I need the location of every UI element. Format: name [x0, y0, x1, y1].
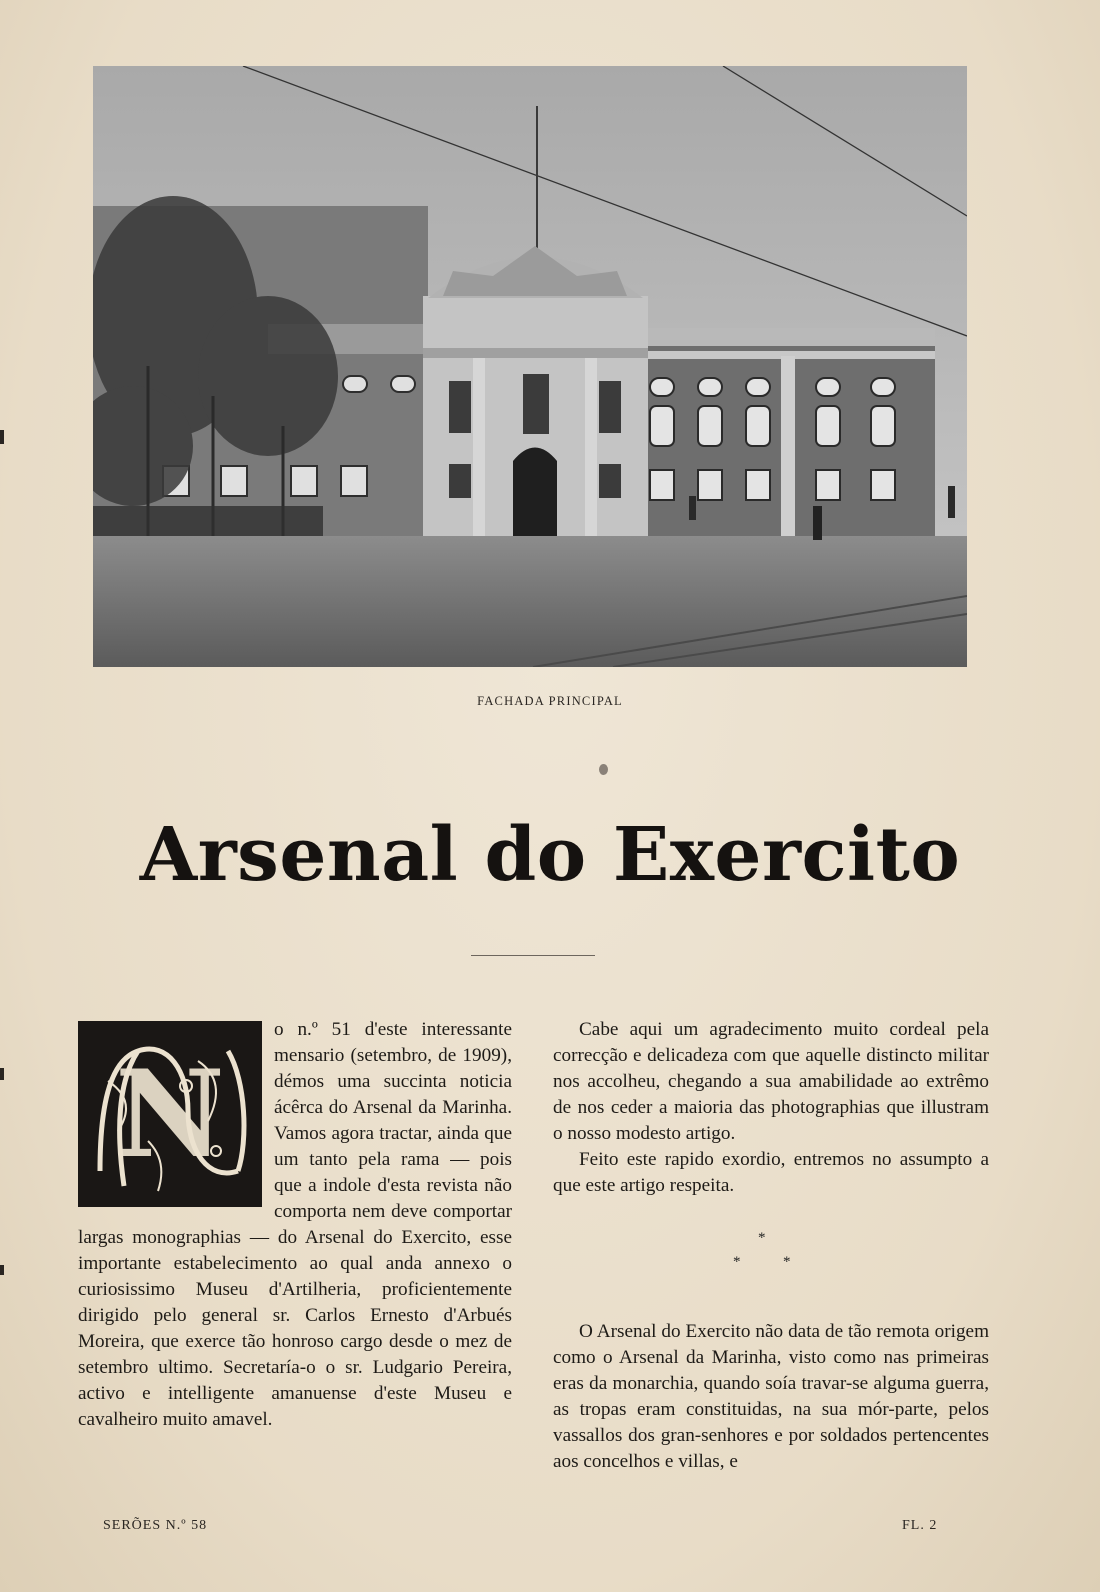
dropcap-letter: N [115, 1044, 225, 1185]
section-separator [553, 1199, 989, 1319]
paragraph: Cabe aqui um agradecimento muito cordeal pela correcção e delicadeza com que aquelle distincto militar nos accolheu, chegando a sua amabilidade ao extrêmo de nos ceder a maioria das photographias que illustram o nosso modesto artigo. [553, 1019, 989, 1144]
separator-star: * [733, 1254, 741, 1270]
separator-star: * [758, 1230, 766, 1246]
footer-issue: SERÕES N.º 58 [103, 1518, 208, 1533]
title-rule [471, 955, 595, 956]
paragraph: O Arsenal do Exercito não data de tão remota origem como o Arsenal da Marinha, visto como nas primeiras eras da monarchia, quando soía travar-se alguma guerra, as tropas eram constituidas, na sua mór-parte, pelos vassallos dos gran-senhores e por soldados pertencentes aos concelhos e villas, e [553, 1321, 989, 1472]
paragraph: Feito este rapido exordio, entremos no assumpto a que este artigo respeita. [553, 1149, 989, 1196]
ornament-dot [599, 764, 608, 775]
dropcap-letter-icon [78, 1021, 262, 1207]
facade-photo-drawing [93, 66, 967, 667]
margin-mark [0, 1265, 4, 1275]
right-column [553, 1017, 989, 1475]
footer-folio: FL. 2 [902, 1518, 938, 1533]
facade-photo [93, 66, 967, 667]
margin-mark [0, 430, 4, 444]
article-title: Arsenal do Exercito [139, 812, 961, 898]
photo-caption: FACHADA PRINCIPAL [477, 694, 623, 708]
dropcap-ornament [78, 1021, 262, 1207]
left-column [78, 1017, 512, 1433]
paragraph: o n.º 51 d'este interessante mensario (setembro, de 1909), démos uma succinta noticia ácêrca do Arsenal da Marinha. Vamos agora tractar, ainda que um tanto pela rama — pois que a indole d'esta revista não comporta nem deve comportar largas monographias — do Arsenal do Exercito, esse importante estabelecimento ao qual anda annexo o curiosissimo Museu d'Artilheria, proficientemente dirigido pelo general sr. Carlos Ernesto d'Arbués Moreira, que exerce tão honroso cargo desde o mez de setembro ultimo. Secretaría-o o sr. Ludgario Pereira, activo e intelligente amanuense d'este Museu e cavalheiro muito amavel. [78, 1019, 512, 1430]
margin-mark [0, 1068, 4, 1080]
separator-star: * [783, 1254, 791, 1270]
